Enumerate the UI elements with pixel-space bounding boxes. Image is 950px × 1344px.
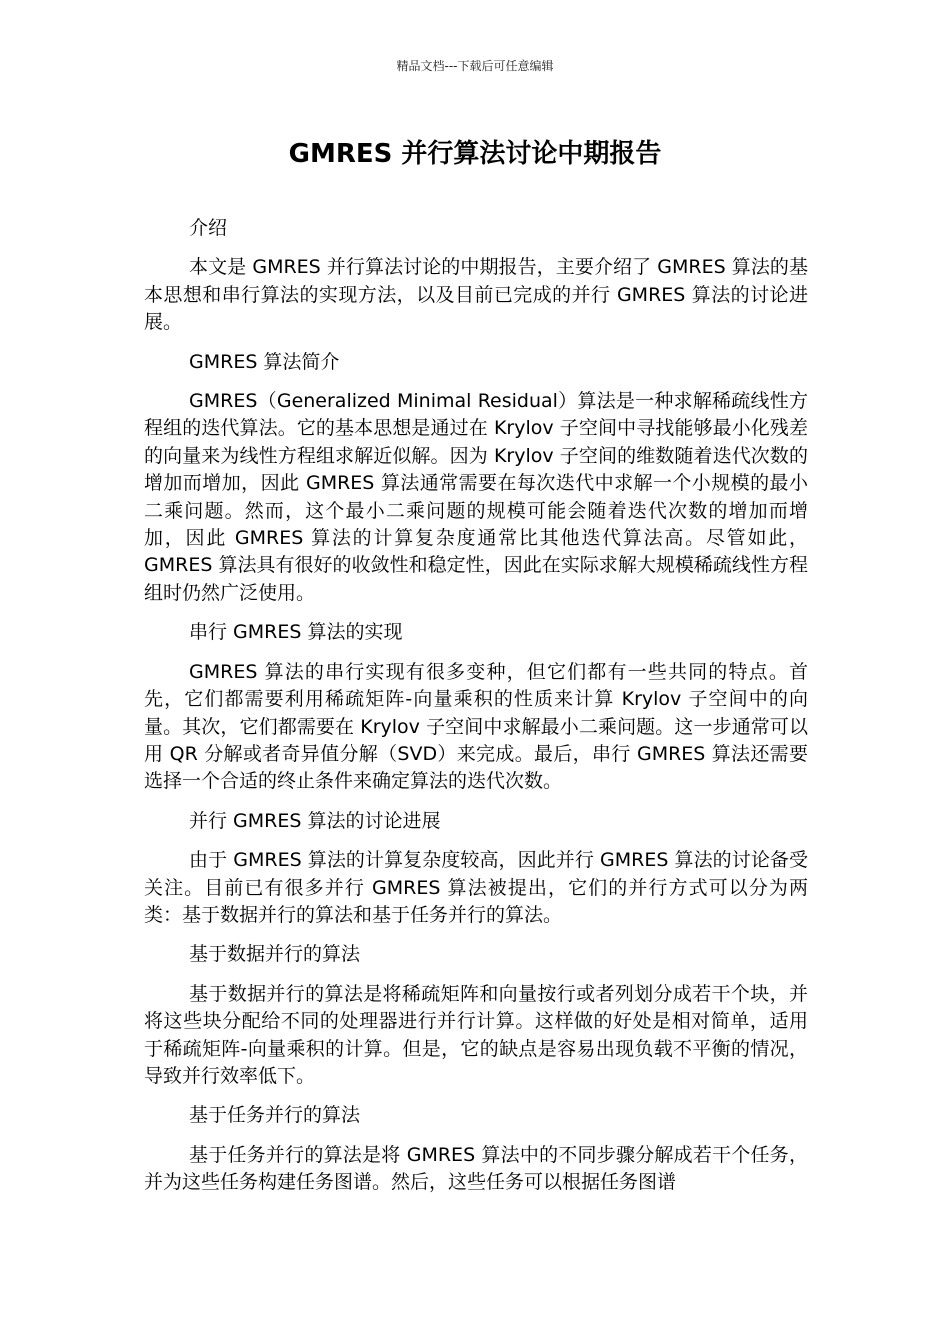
section-heading-data-parallel: 基于数据并行的算法 — [189, 943, 361, 966]
section-heading-task-parallel: 基于任务并行的算法 — [189, 1104, 361, 1127]
section-heading-parallel-progress: 并行 GMRES 算法的讨论进展 — [189, 809, 441, 832]
document-title: GMRES 并行算法讨论中期报告 — [288, 139, 662, 169]
section-heading-gmres-overview: GMRES 算法简介 — [189, 350, 340, 373]
section-heading-intro: 介绍 — [189, 217, 228, 239]
paragraph-gmres-overview: GMRES（Generalized Minimal Residual）算法是一种求解稀疏线性方程组的迭代算法。它的基本思想是通过在 Krylov 子空间中寻找能够最小化残差的向量来为线性方程组求解近似解。因为 Krylov 子空间的维数随着迭代次数的增加而增加，因此 GMRES 算法通常需要在每次迭代中求解一个小规模的最小二乘问题。然而，这个最小二乘问题的规模可能会随着迭代次数的增加而增加，因此 GMRES 算法的计算复杂度通常比其他迭代算法高。尽管如此，GMRES 算法具有很好的收敛性和稳定性，因此在实际求解大规模稀疏线性方程组时仍然广泛使用。 — [144, 390, 808, 604]
document-body — [144, 215, 808, 1209]
header-note: 精品文档---下载后可任意编辑 — [396, 59, 554, 73]
paragraph-data-parallel: 基于数据并行的算法是将稀疏矩阵和向量按行或者列划分成若干个块，并将这些块分配给不同的处理器进行并行计算。这样做的好处是相对简单，适用于稀疏矩阵-向量乘积的计算。但是，它的缺点是容易出现负载不平衡的情况，导致并行效率低下。 — [144, 982, 808, 1087]
paragraph-serial-implementation: GMRES 算法的串行实现有很多变种，但它们都有一些共同的特点。首先，它们都需要利用稀疏矩阵-向量乘积的性质来计算 Krylov 子空间中的向量。其次，它们都需要在 Krylov 子空间中求解最小二乘问题。这一步通常可以用 QR 分解或者奇异值分解（SVD）来完成。最后，串行 GMRES 算法还需要选择一个合适的终止条件来确定算法的迭代次数。 — [144, 660, 808, 793]
paragraph-intro: 本文是 GMRES 并行算法讨论的中期报告，主要介绍了 GMRES 算法的基本思想和串行算法的实现方法，以及目前已完成的并行 GMRES 算法的讨论进展。 — [144, 256, 808, 334]
paragraph-parallel-progress: 由于 GMRES 算法的计算复杂度较高，因此并行 GMRES 算法的讨论备受关注。目前已有很多并行 GMRES 算法被提出，它们的并行方式可以分为两类：基于数据并行的算法和基于任务并行的算法。 — [144, 849, 808, 926]
paragraph-task-parallel: 基于任务并行的算法是将 GMRES 算法中的不同步骤分解成若干个任务，并为这些任务构建任务图谱。然后，这些任务可以根据任务图谱 — [144, 1143, 808, 1194]
section-heading-serial-implementation: 串行 GMRES 算法的实现 — [189, 621, 403, 644]
